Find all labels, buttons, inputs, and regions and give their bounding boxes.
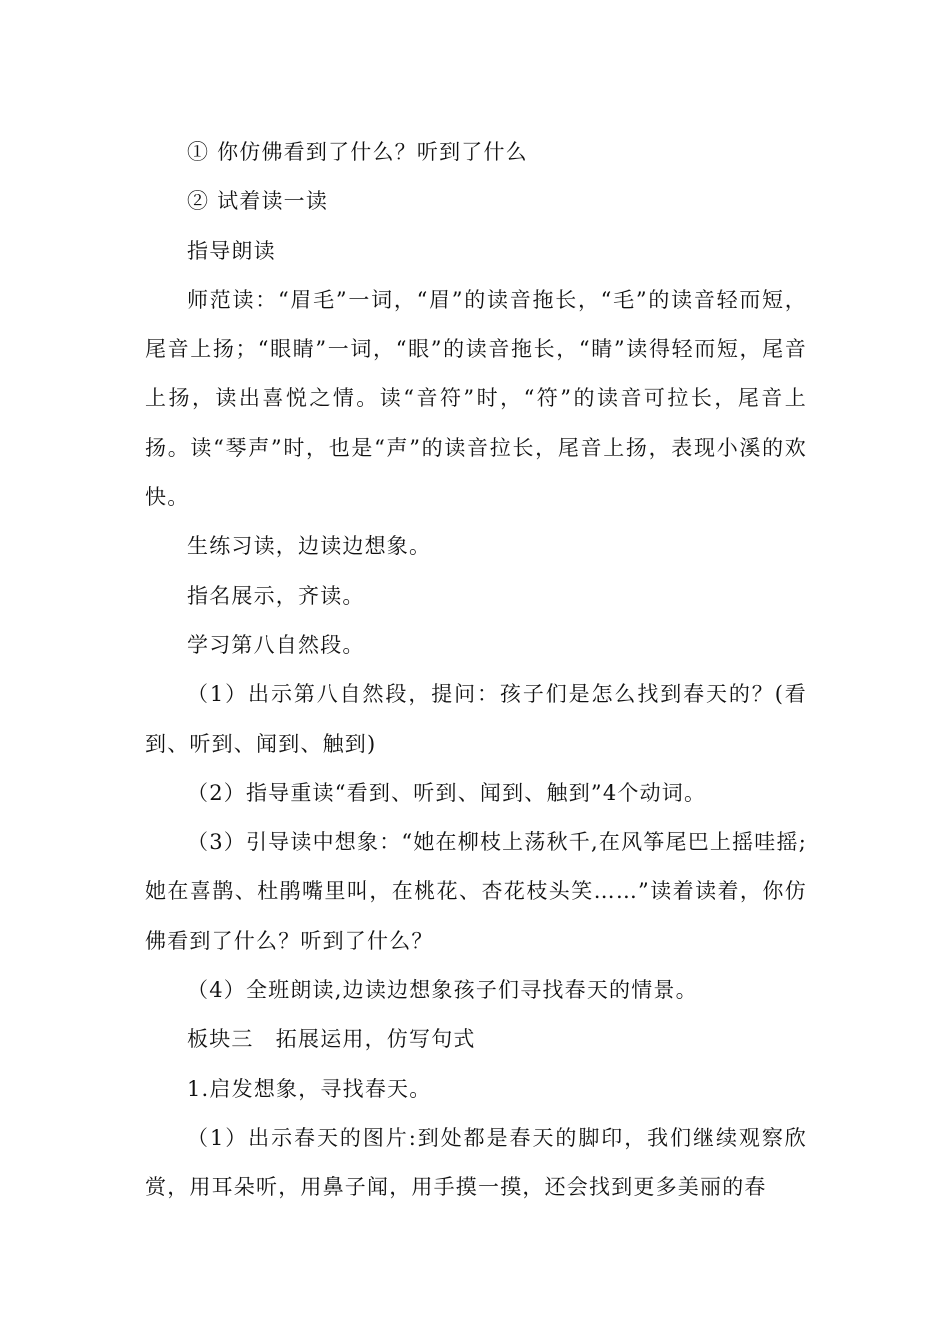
document-body (145, 128, 807, 1213)
paragraph-step-3: （3）引导读中想象：“她在柳枝上荡秋千,在风筝尾巴上摇哇摇;她在喜鹊、杜鹃嘴里叫，在桃花、杏花枝头笑……”读着读着，你仿佛看到了什么？听到了什么？ (145, 830, 807, 953)
paragraph-item-1-step-1: （1）出示春天的图片:到处都是春天的脚印，我们继续观察欣赏，用耳朵听，用鼻子闻，用手摸一摸，还会找到更多美丽的春 (145, 1125, 807, 1200)
paragraph-step-1: （1）出示第八自然段，提问：孩子们是怎么找到春天的？(看到、听到、闻到、触到) (145, 682, 807, 756)
paragraph-step-2: （2）指导重读“看到、听到、闻到、触到”4个动词。 (187, 780, 707, 805)
paragraph-section-8: 学习第八自然段。 (187, 632, 365, 657)
paragraph-block-3-heading: 板块三 拓展运用，仿写句式 (187, 1027, 476, 1052)
paragraph-step-4: （4）全班朗读,边读边想象孩子们寻找春天的情景。 (187, 978, 698, 1003)
paragraph-question-1: ① 你仿佛看到了什么？听到了什么 (187, 140, 528, 164)
paragraph-item-1: 1.启发想象，寻找春天。 (187, 1076, 432, 1101)
paragraph-showcase: 指名展示，齐读。 (187, 583, 365, 608)
paragraph-guided-reading: 指导朗读 (187, 238, 276, 263)
paragraph-teacher-demo: 师范读：“眉毛”一词，“眉”的读音拖长，“毛”的读音轻而短，尾音上扬；“眼睛”一词，“眼”的读音拖长，“睛”读得轻而短，尾音上扬，读出喜悦之情。读“音符”时，“符”的读音可拉长，尾音上扬。读“琴声”时，也是“声”的读音拉长，尾音上扬，表现小溪的欢快。 (145, 287, 807, 510)
paragraph-student-practice: 生练习读，边读边想象。 (187, 534, 432, 559)
paragraph-question-2: ② 试着读一读 (187, 189, 329, 214)
